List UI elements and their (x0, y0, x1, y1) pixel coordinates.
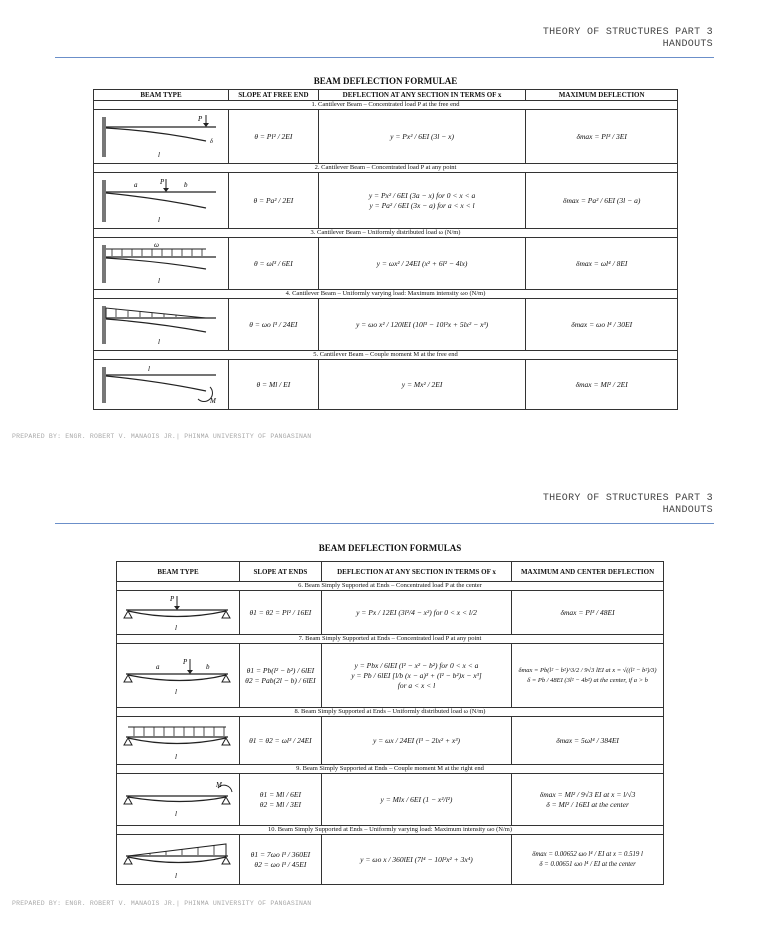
row-caption: 1. Cantilever Beam – Concentrated load P at the free end (94, 101, 678, 110)
sheet-title: BEAM DEFLECTION FORMULAS (318, 543, 462, 553)
max-deflection-formula: δmax = Ml² / 9√3 EI at x = l/√3 δ = Ml² / 16EI at the center (512, 774, 664, 826)
table-row (94, 299, 678, 351)
deflection-formula: y = Px² / 6EI (3a − x) for 0 < x < a y = Pa² / 6EI (3x − a) for a < x < l (318, 173, 526, 229)
table-row (117, 835, 664, 885)
slope-formula: θ = Ml / EI (228, 360, 318, 410)
table-row (117, 717, 664, 765)
slope-formula: θ = Pa² / 2EI (228, 173, 318, 229)
row-caption: 8. Beam Simply Supported at Ends – Uniformly distributed load ω (N/m) (117, 708, 664, 717)
deflection-formula: y = Pbx / 6lEI (l² − x² − b²) for 0 < x < a y = Pb / 6lEI [l/b (x − a)³ + (l² − b²)x − x³] for a < x < l (321, 644, 511, 708)
svg-text:l: l (175, 623, 178, 632)
svg-text:P: P (170, 594, 175, 603)
deflection-formula: y = ωo x² / 120lEI (10l³ − 10l²x + 5lx² − x³) (318, 299, 526, 351)
slope-formula: θ1 = θ2 = Pl² / 16EI (239, 591, 321, 635)
header-line-1: THEORY OF STRUCTURES PART 3 (542, 27, 713, 38)
svg-text:l: l (158, 337, 161, 346)
header-line-2: HANDOUTS (662, 39, 713, 50)
beam-diagram (117, 644, 240, 708)
svg-text:l: l (175, 809, 178, 818)
table-row (117, 591, 664, 635)
row-caption: 6. Beam Simply Supported at Ends – Concentrated load P at the center (117, 582, 664, 591)
slope-formula: θ1 = 7ωo l³ / 360EI θ2 = ωo l³ / 45EI (239, 835, 321, 885)
table-row (94, 238, 678, 290)
beam-diagram (94, 299, 229, 351)
svg-text:M: M (210, 396, 217, 405)
row-caption: 10. Beam Simply Supported at Ends – Uniformly varying load: Maximum intensity ωo (N/m) (117, 826, 664, 835)
svg-text:l: l (158, 215, 161, 224)
row-caption: 4. Cantilever Beam – Uniformly varying load: Maximum intensity ωo (N/m) (94, 290, 678, 299)
slope-formula: θ1 = Pb(l² − b²) / 6lEI θ2 = Pab(2l − b) / 6lEI (239, 644, 321, 708)
svg-text:l: l (175, 871, 178, 880)
slope-formula: θ = Pl² / 2EI (228, 110, 318, 164)
deflection-formula: y = Px / 12EI (3l²/4 − x²) for 0 < x < l/2 (321, 591, 511, 635)
simply-supported-udl-diagram (120, 721, 235, 761)
simply-supported-varying-load-diagram (120, 840, 235, 880)
row-caption: 3. Cantilever Beam – Uniformly distributed load ω (N/m) (94, 229, 678, 238)
beam-diagram (117, 591, 240, 635)
table-row (117, 644, 664, 708)
svg-text:l: l (158, 276, 161, 285)
column-header: DEFLECTION AT ANY SECTION IN TERMS OF x (321, 562, 511, 582)
beam-diagram (94, 360, 229, 410)
simply-supported-any-point-load-diagram (120, 656, 235, 696)
svg-text:ω: ω (154, 240, 160, 249)
svg-text:b: b (184, 180, 188, 189)
beam-diagram (94, 110, 229, 164)
max-deflection-formula: δmax = Pl³ / 3EI (526, 110, 678, 164)
max-deflection-formula: δmax = ωl⁴ / 8EI (526, 238, 678, 290)
row-caption: 5. Cantilever Beam – Couple moment M at the free end (94, 351, 678, 360)
max-deflection-formula: δmax = Pl³ / 48EI (512, 591, 664, 635)
column-header: DEFLECTION AT ANY SECTION IN TERMS OF x (318, 90, 526, 101)
table-header-row (94, 90, 678, 101)
page-2 (0, 466, 768, 932)
svg-text:M: M (216, 780, 223, 789)
svg-text:a: a (156, 662, 160, 671)
simply-supported-couple-moment-diagram (120, 780, 235, 820)
header-line-1: THEORY OF STRUCTURES PART 3 (542, 493, 713, 504)
table-row (94, 173, 678, 229)
sheet-title: BEAM DEFLECTION FORMULAE (313, 76, 458, 86)
beam-diagram (117, 717, 240, 765)
beam-diagram (117, 774, 240, 826)
svg-text:a: a (134, 180, 138, 189)
page-header (543, 493, 713, 517)
svg-text:l: l (148, 364, 151, 373)
slope-formula: θ = ωl³ / 6EI (228, 238, 318, 290)
row-caption: 7. Beam Simply Supported at Ends – Concentrated load P at any point (117, 635, 664, 644)
column-header: BEAM TYPE (94, 90, 229, 101)
svg-text:b: b (206, 662, 210, 671)
table-row (117, 774, 664, 826)
row-caption: 2. Cantilever Beam – Concentrated load P at any point (94, 164, 678, 173)
max-deflection-formula: δmax = 5ωl⁴ / 384EI (512, 717, 664, 765)
max-deflection-formula: δmax = ωo l⁴ / 30EI (526, 299, 678, 351)
svg-text:P: P (183, 657, 188, 666)
beam-diagram (94, 173, 229, 229)
page-footer: PREPARED BY: ENGR. ROBERT V. MANAOIS JR.| PHINMA UNIVERSITY OF PANGASINAN (12, 433, 312, 440)
header-rule (55, 523, 714, 524)
max-deflection-formula: δmax = Pb(l² − b²)^3/2 / 9√3 lEI at x = √((l² − b²)/3) δ = Pb / 48EI (3l² − 4b²) at the center, if a > b (512, 644, 664, 708)
deflection-formula: y = Px² / 6EI (3l − x) (318, 110, 526, 164)
deflection-formula: y = ωx² / 24EI (x² + 6l² − 4lx) (318, 238, 526, 290)
slope-formula: θ1 = θ2 = ωl³ / 24EI (239, 717, 321, 765)
cantilever-any-point-load-diagram (98, 176, 223, 226)
max-deflection-formula: δmax = Pa² / 6EI (3l − a) (526, 173, 678, 229)
svg-text:δ: δ (210, 138, 214, 145)
row-caption: 9. Beam Simply Supported at Ends – Couple moment M at the right end (117, 765, 664, 774)
column-header: SLOPE AT ENDS (239, 562, 321, 582)
deflection-formula: y = ωx / 24EI (l³ − 2lx² + x³) (321, 717, 511, 765)
header-rule (55, 57, 714, 58)
beam-diagram (94, 238, 229, 290)
cantilever-varying-load-diagram (98, 302, 223, 348)
column-header: SLOPE AT FREE END (228, 90, 318, 101)
column-header: MAXIMUM AND CENTER DEFLECTION (512, 562, 664, 582)
svg-text:l: l (175, 752, 178, 761)
header-line-2: HANDOUTS (662, 505, 713, 516)
beam-diagram (117, 835, 240, 885)
table-header-row (117, 562, 664, 582)
max-deflection-formula: δmax = 0.00652 ωo l⁴ / EI at x = 0.519 l δ = 0.00651 ωo l⁴ / EI at the center (512, 835, 664, 885)
table-row (94, 110, 678, 164)
svg-text:l: l (158, 150, 161, 159)
deflection-formula: y = Mlx / 6EI (1 − x²/l²) (321, 774, 511, 826)
cantilever-point-load-diagram (98, 113, 223, 161)
svg-text:P: P (198, 114, 203, 123)
svg-text:l: l (175, 687, 178, 696)
column-header: MAXIMUM DEFLECTION (526, 90, 678, 101)
svg-text:P: P (160, 177, 165, 186)
max-deflection-formula: δmax = Ml² / 2EI (526, 360, 678, 410)
formula-table (93, 89, 678, 410)
page-header (543, 27, 713, 51)
simply-supported-center-load-diagram (120, 594, 235, 632)
slope-formula: θ = ωo l³ / 24EI (228, 299, 318, 351)
cantilever-couple-moment-diagram (98, 363, 223, 407)
column-header: BEAM TYPE (117, 562, 240, 582)
formula-table (116, 561, 664, 885)
cantilever-udl-diagram (98, 241, 223, 287)
deflection-formula: y = Mx² / 2EI (318, 360, 526, 410)
deflection-formula: y = ωo x / 360lEI (7l⁴ − 10l²x² + 3x⁴) (321, 835, 511, 885)
table-row (94, 360, 678, 410)
slope-formula: θ1 = Ml / 6EI θ2 = Ml / 3EI (239, 774, 321, 826)
page-footer: PREPARED BY: ENGR. ROBERT V. MANAOIS JR.| PHINMA UNIVERSITY OF PANGASINAN (12, 900, 312, 907)
